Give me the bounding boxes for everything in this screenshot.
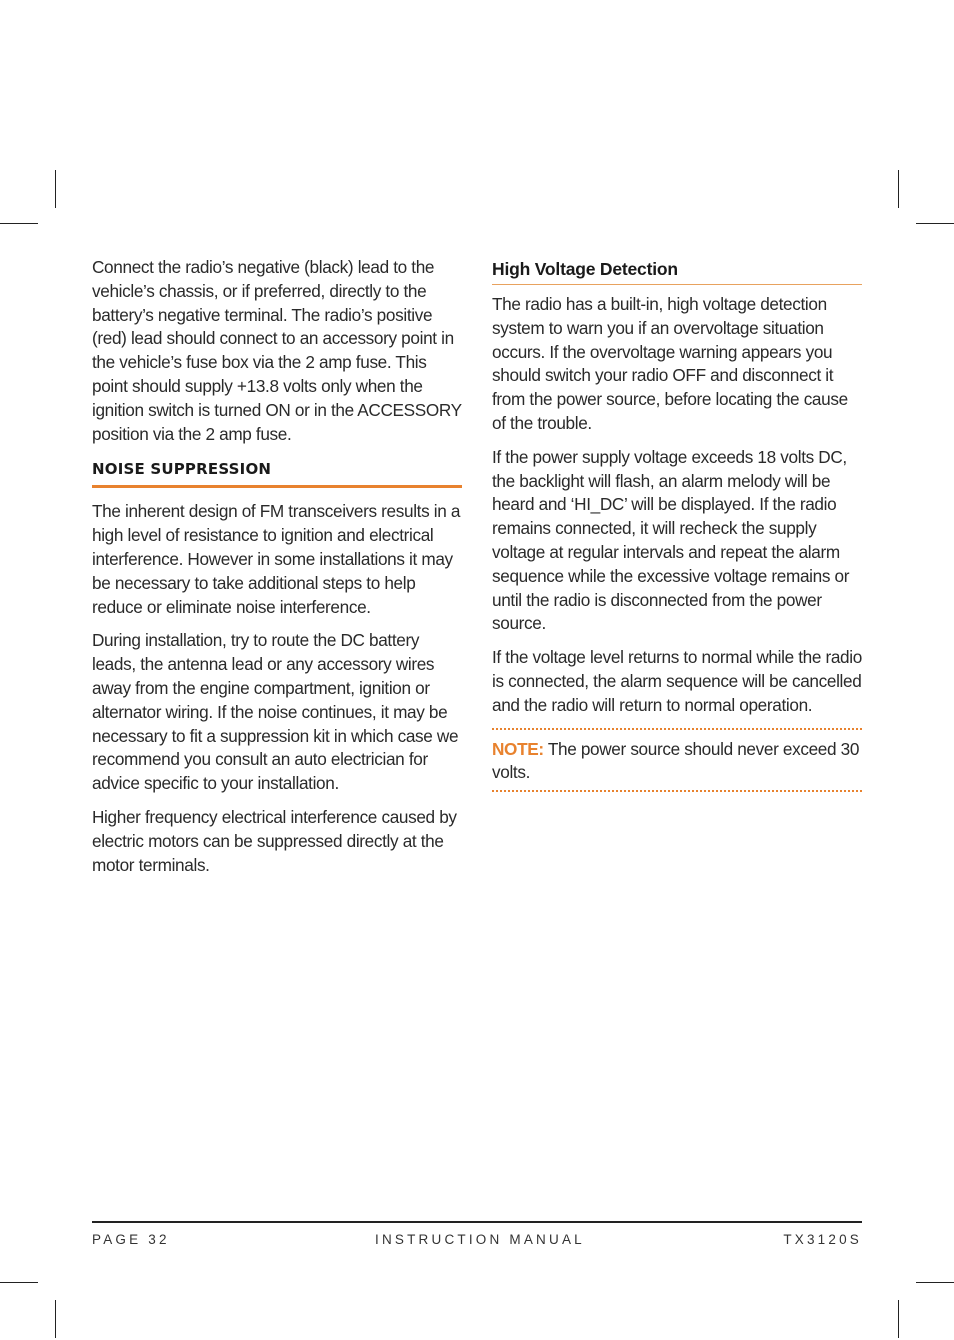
page-footer	[92, 1221, 862, 1254]
crop-mark	[0, 1282, 38, 1283]
crop-mark	[55, 170, 56, 208]
footer-model: TX3120S	[783, 1232, 862, 1247]
hv-paragraph-1: The radio has a built-in, high voltage detection system to warn you if an overvoltage situation occurs. If the overvoltage warning appears you should switch your radio OFF and disconnect it from the power source, before locating the cause of the trouble.	[492, 294, 848, 433]
footer-manual-title: INSTRUCTION MANUAL	[375, 1232, 585, 1247]
crop-mark	[898, 1300, 899, 1338]
intro-paragraph: Connect the radio’s negative (black) lead to the vehicle’s chassis, or if preferred, directly to the battery’s negative terminal. The radio’s positive (red) lead should connect to an accessory point in the vehicle’s fuse box via the 2 amp fuse. This point should supply +13.8 volts only when the ignition switch is turned ON or in the ACCESSORY position via the 2 amp fuse.	[92, 257, 462, 444]
high-voltage-heading: High Voltage Detection	[492, 256, 862, 285]
crop-mark	[898, 170, 899, 208]
noise-paragraph-3: Higher frequency electrical interference caused by electric motors can be suppressed directly at the motor terminals.	[92, 806, 457, 875]
note-box	[492, 728, 862, 793]
crop-mark	[916, 223, 954, 224]
hv-paragraph-2: If the power supply voltage exceeds 18 volts DC, the backlight will flash, an alarm melody will be heard and ‘HI_DC’ will be displayed. If the radio remains connected, it will recheck the supply voltage at regular intervals and repeat the alarm sequence while the excessive voltage remains or until the radio is disconnected from the power source.	[492, 446, 850, 634]
page-number: PAGE 32	[92, 1232, 170, 1247]
hv-paragraph-3: If the voltage level returns to normal while the radio is connected, the alarm sequence will be cancelled and the radio will return to normal operation.	[492, 647, 862, 715]
note-label: NOTE:	[492, 738, 544, 759]
right-column	[492, 256, 862, 792]
note-text: The power source should never exceed 30 volts.	[492, 738, 860, 783]
left-column	[92, 256, 462, 887]
crop-mark	[916, 1282, 954, 1283]
noise-paragraph-2: During installation, try to route the DC battery leads, the antenna lead or any accessory wires away from the engine compartment, ignition or alternator wiring. If the noise continues, it may be necessary to fit a suppression kit in which case we recommend you consult an auto electrician for advice specific to your installation.	[92, 630, 459, 794]
crop-mark	[0, 223, 38, 224]
crop-mark	[55, 1300, 56, 1338]
noise-suppression-heading: NOISE SUPPRESSION	[92, 456, 462, 488]
note-paragraph	[492, 738, 862, 786]
noise-paragraph-1: The inherent design of FM transceivers results in a high level of resistance to ignition and electrical interference. However in some installations it may be necessary to take additional steps to help reduce or eliminate noise interference.	[92, 501, 461, 617]
